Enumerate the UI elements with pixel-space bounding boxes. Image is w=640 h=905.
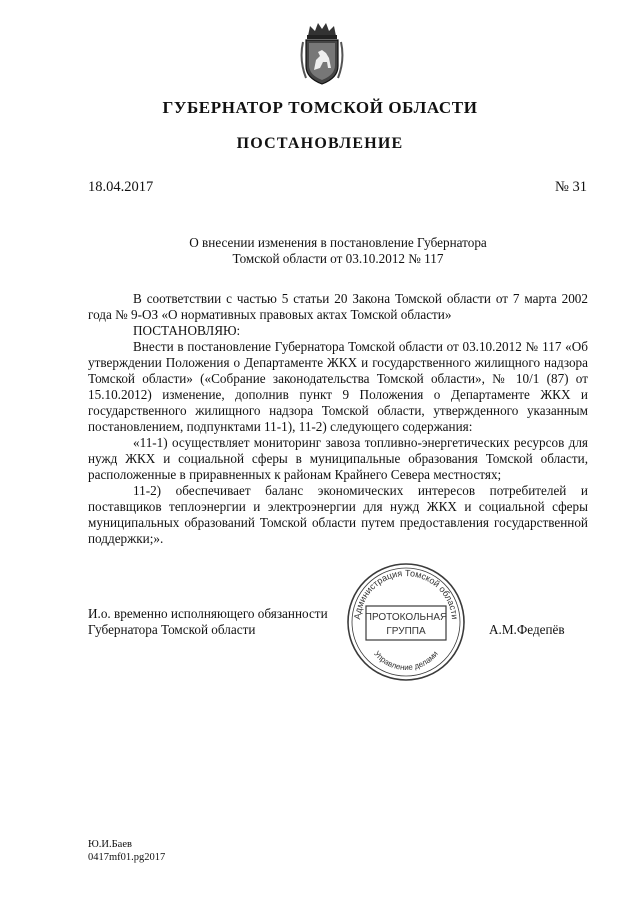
signatory-position [88,606,328,638]
stamp-center-text: ГРУППА [386,626,426,637]
resolution-keyword: ПОСТАНОВЛЯЮ: [133,323,241,338]
official-stamp [344,560,468,684]
document-type: ПОСТАНОВЛЕНИЕ [236,135,404,152]
document-date: 18.04.2017 [88,179,154,195]
stamp-center-text: ПРОТОКОЛЬНАЯ [364,612,448,623]
stamp-outer-bottom-text: Управление делами [372,649,440,673]
file-code: 0417mf01.pg2017 [88,852,166,863]
signatory-position-line: Губернатора Томской области [88,622,256,637]
body-paragraph: 11-2) обеспечивает баланс экономических интересов потребителей и поставщиков теплоэнергии и электроэнергии для нужд ЖКХ и социальной сферы муниципальных образований Томской области путем предоставления государственной поддержки;». [88,483,588,546]
subject-line: О внесении изменения в постановление Губернатора [189,235,487,250]
executor-name: Ю.И.Баев [88,839,132,850]
body-paragraph: В соответствии с частью 5 статьи 20 Закона Томской области от 7 марта 2002 года № 9-ОЗ «О нормативных правовых актах Томской области» [88,291,588,322]
signatory-position-line: И.о. временно исполняющего обязанности [88,606,328,621]
body-paragraph: «11-1) осуществляет мониторинг завоза топливно-энергетических ресурсов для нужд ЖКХ и социальной сферы в муниципальные образования Томской области, расположенные в приравненных к районам Крайнего Севера местностях; [88,435,588,482]
document-footer [88,838,165,864]
stamp-outer-top-text: Администрация Томской области [352,567,460,620]
signatory-name: А.М.Федепёв [489,622,565,637]
subject-line: Томской области от 03.10.2012 № 117 [232,251,444,266]
coat-of-arms-icon [298,20,346,88]
document-body [88,291,588,547]
document-subject [88,235,588,267]
issuer-title: ГУБЕРНАТОР ТОМСКОЙ ОБЛАСТИ [162,98,478,117]
body-paragraph: Внести в постановление Губернатора Томской области от 03.10.2012 № 117 «Об утверждении Положения о Департаменте ЖКХ и государственного жилищного надзора Томской области» («Собрание законодательства Томской области», № 10/1 (87) от 15.10.2012) изменение, дополнив пункт 9 Положения о Департаменте ЖКХ и государственного жилищного надзора Томской области, утвержденного указанным постановлением, подпунктами 11-1), 11-2) следующего содержания: [88,339,588,434]
document-number: № 31 [555,179,587,195]
